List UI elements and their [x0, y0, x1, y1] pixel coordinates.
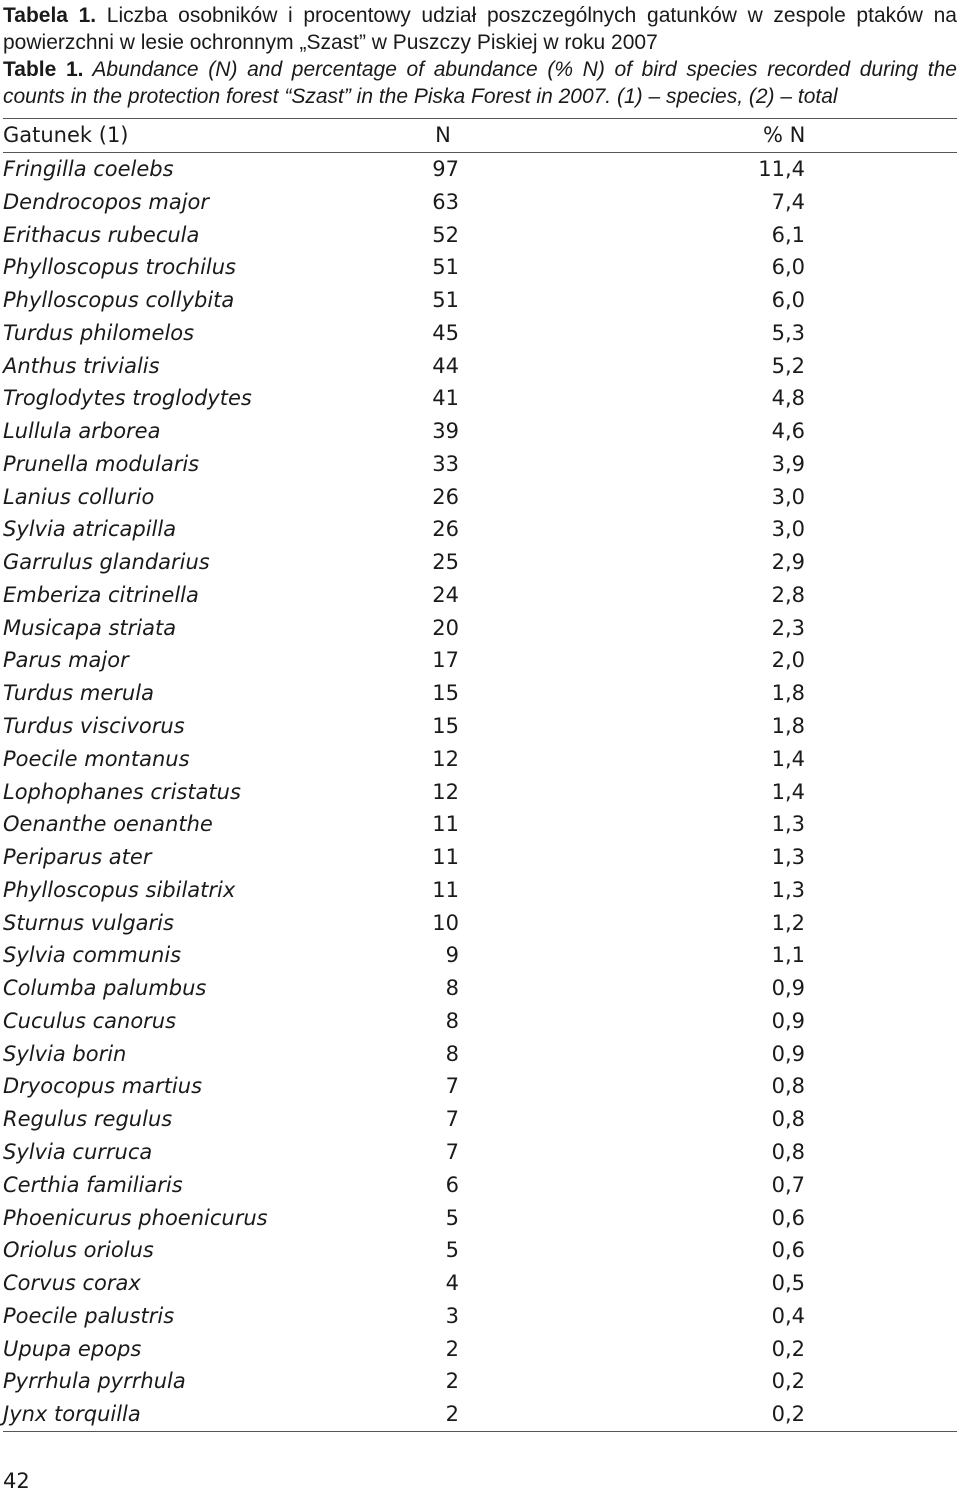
percent-value: 1,3	[771, 877, 805, 902]
species-name: Garrulus glandarius	[3, 550, 210, 575]
percent-value: 6,0	[771, 288, 805, 313]
abundance-value: 2	[445, 1369, 459, 1394]
species-name: Parus major	[3, 648, 129, 673]
abundance-value: 45	[432, 320, 459, 345]
abundance-value: 33	[432, 451, 459, 476]
species-name: Oriolus oriolus	[3, 1238, 154, 1263]
abundance-value: 39	[432, 419, 459, 444]
species-name: Certhia familiaris	[3, 1172, 183, 1197]
species-name: Corvus corax	[3, 1271, 141, 1296]
table-row	[3, 448, 957, 481]
percent-value: 1,3	[771, 845, 805, 870]
species-name: Turdus viscivorus	[3, 714, 185, 739]
table-row	[3, 1103, 957, 1136]
table-row	[3, 743, 957, 776]
abundance-value: 11	[432, 877, 459, 902]
table-row	[3, 1300, 957, 1333]
table-row	[3, 1070, 957, 1103]
species-name: Phylloscopus sibilatrix	[3, 877, 236, 902]
table-row	[3, 1398, 957, 1431]
table-row	[3, 1234, 957, 1267]
table-row	[3, 677, 957, 710]
percent-value: 3,9	[771, 451, 805, 476]
abundance-value: 25	[432, 550, 459, 575]
abundance-value: 2	[445, 1402, 459, 1427]
percent-value: 0,8	[771, 1074, 805, 1099]
percent-value: 5,2	[771, 353, 805, 378]
species-name: Sylvia borin	[3, 1041, 127, 1066]
percent-value: 0,8	[771, 1139, 805, 1164]
species-name: Sylvia communis	[3, 943, 182, 968]
table-row	[3, 907, 957, 940]
abundance-value: 63	[432, 189, 459, 214]
abundance-value: 2	[445, 1336, 459, 1361]
percent-value: 1,3	[771, 812, 805, 837]
percent-value: 1,2	[771, 910, 805, 935]
percent-value: 4,8	[771, 386, 805, 411]
table-row	[3, 1038, 957, 1071]
table-row	[3, 939, 957, 972]
species-name: Sylvia curruca	[3, 1139, 153, 1164]
percent-value: 3,0	[771, 517, 805, 542]
percent-value: 0,6	[771, 1238, 805, 1263]
abundance-value: 8	[445, 1041, 459, 1066]
percent-value: 11,4	[758, 157, 805, 181]
species-name: Phylloscopus collybita	[3, 288, 235, 313]
abundance-value: 52	[432, 222, 459, 247]
table-row	[3, 284, 957, 317]
percent-value: 0,9	[771, 1041, 805, 1066]
abundance-value: 97	[432, 157, 459, 181]
abundance-value: 7	[445, 1074, 459, 1099]
table-row	[3, 153, 957, 186]
table-row	[3, 186, 957, 219]
percent-value: 0,6	[771, 1205, 805, 1230]
species-name: Pyrrhula pyrrhula	[3, 1369, 186, 1394]
abundance-value: 10	[432, 910, 459, 935]
species-name: Cuculus canorus	[3, 1008, 177, 1033]
table-row	[3, 317, 957, 350]
column-header-percent: % N	[763, 123, 806, 147]
abundance-value: 5	[445, 1238, 459, 1263]
abundance-value: 6	[445, 1172, 459, 1197]
abundance-value: 5	[445, 1205, 459, 1230]
percent-value: 6,1	[771, 222, 805, 247]
table-row	[3, 350, 957, 383]
species-name: Troglodytes troglodytes	[3, 386, 252, 411]
species-name: Turdus merula	[3, 681, 154, 706]
abundance-value: 8	[445, 1008, 459, 1033]
percent-value: 0,2	[771, 1369, 805, 1394]
table-row	[3, 219, 957, 252]
table-row	[3, 1365, 957, 1398]
caption-english-text: Abundance (N) and percentage of abundance (% N) of bird species recorded during the counts in the protection forest “Szast” in the Piska Forest in 2007. (1) – species, (2) – total	[3, 58, 957, 108]
table-row	[3, 579, 957, 612]
table-row	[3, 874, 957, 907]
abundance-value: 51	[432, 255, 459, 280]
abundance-value: 17	[432, 648, 459, 673]
percent-value: 2,8	[771, 582, 805, 607]
table-body	[3, 153, 957, 1431]
percent-value: 0,9	[771, 1008, 805, 1033]
species-name: Poecile montanus	[3, 746, 190, 771]
species-name: Oenanthe oenanthe	[3, 812, 213, 837]
abundance-value: 9	[445, 943, 459, 968]
species-name: Emberiza citrinella	[3, 582, 199, 607]
species-name: Phylloscopus trochilus	[3, 255, 236, 280]
species-name: Musicapa striata	[3, 615, 177, 640]
caption-polish-label: Tabela 1.	[3, 4, 97, 27]
table-row	[3, 415, 957, 448]
species-name: Dryocopus martius	[3, 1074, 203, 1099]
table-row	[3, 481, 957, 514]
percent-value: 2,0	[771, 648, 805, 673]
percent-value: 4,6	[771, 419, 805, 444]
abundance-value: 4	[445, 1271, 459, 1296]
abundance-value: 12	[432, 779, 459, 804]
percent-value: 7,4	[771, 189, 805, 214]
caption-polish-text: Liczba osobników i procentowy udział poszczególnych gatunków w zespole ptaków na powierzchni w lesie ochronnym „Szast” w Puszczy Piskiej w roku 2007	[3, 4, 957, 54]
abundance-value: 7	[445, 1139, 459, 1164]
percent-value: 1,8	[771, 714, 805, 739]
abundance-value: 8	[445, 976, 459, 1001]
percent-value: 1,4	[771, 779, 805, 804]
table-row	[3, 382, 957, 415]
abundance-value: 51	[432, 288, 459, 313]
percent-value: 0,5	[771, 1271, 805, 1296]
percent-value: 0,4	[771, 1303, 805, 1328]
percent-value: 0,7	[771, 1172, 805, 1197]
page-number: 42	[3, 1469, 30, 1493]
abundance-value: 44	[432, 353, 459, 378]
percent-value: 0,8	[771, 1107, 805, 1132]
caption-english-label: Table 1.	[3, 58, 84, 81]
abundance-value: 15	[432, 714, 459, 739]
table-row	[3, 1333, 957, 1366]
table-row	[3, 1267, 957, 1300]
species-name: Anthus trivialis	[3, 353, 160, 378]
abundance-value: 41	[432, 386, 459, 411]
species-name: Sylvia atricapilla	[3, 517, 177, 542]
species-name: Upupa epops	[3, 1336, 142, 1361]
abundance-value: 3	[445, 1303, 459, 1328]
caption-english	[3, 56, 957, 110]
species-name: Phoenicurus phoenicurus	[3, 1205, 268, 1230]
species-name: Lullula arborea	[3, 419, 161, 444]
abundance-value: 26	[432, 517, 459, 542]
species-name: Fringilla coelebs	[3, 157, 174, 181]
species-name: Columba palumbus	[3, 976, 207, 1001]
percent-value: 2,3	[771, 615, 805, 640]
percent-value: 2,9	[771, 550, 805, 575]
percent-value: 3,0	[771, 484, 805, 509]
species-name: Dendrocopos major	[3, 189, 210, 214]
species-name: Erithacus rubecula	[3, 222, 200, 247]
table-row	[3, 251, 957, 284]
table-row	[3, 1136, 957, 1169]
table-row	[3, 513, 957, 546]
table-row	[3, 710, 957, 743]
table-caption	[3, 2, 957, 110]
abundance-value: 11	[432, 812, 459, 837]
table-row	[3, 841, 957, 874]
species-name: Prunella modularis	[3, 451, 200, 476]
table-row	[3, 972, 957, 1005]
column-header-species: Gatunek (1)	[3, 123, 129, 147]
table-row	[3, 1202, 957, 1235]
abundance-value: 26	[432, 484, 459, 509]
species-name: Turdus philomelos	[3, 320, 195, 345]
table-row	[3, 546, 957, 579]
table-row	[3, 644, 957, 677]
species-name: Lanius collurio	[3, 484, 155, 509]
caption-polish	[3, 2, 957, 56]
abundance-value: 11	[432, 845, 459, 870]
table-header-row	[3, 119, 957, 153]
table-row	[3, 1169, 957, 1202]
species-table	[3, 118, 957, 1432]
abundance-value: 7	[445, 1107, 459, 1132]
species-name: Regulus regulus	[3, 1107, 173, 1132]
percent-value: 1,8	[771, 681, 805, 706]
species-name: Periparus ater	[3, 845, 152, 870]
percent-value: 1,1	[771, 943, 805, 968]
table-row	[3, 612, 957, 645]
species-name: Sturnus vulgaris	[3, 910, 174, 935]
percent-value: 5,3	[771, 320, 805, 345]
species-name: Poecile palustris	[3, 1303, 175, 1328]
abundance-value: 24	[432, 582, 459, 607]
percent-value: 0,2	[771, 1402, 805, 1427]
species-name: Lophophanes cristatus	[3, 779, 241, 804]
abundance-value: 15	[432, 681, 459, 706]
table-row	[3, 1005, 957, 1038]
percent-value: 6,0	[771, 255, 805, 280]
species-name: Jynx torquilla	[3, 1402, 141, 1427]
column-header-n: N	[435, 123, 451, 147]
table-row	[3, 808, 957, 841]
percent-value: 0,9	[771, 976, 805, 1001]
percent-value: 1,4	[771, 746, 805, 771]
percent-value: 0,2	[771, 1336, 805, 1361]
abundance-value: 20	[432, 615, 459, 640]
table-row	[3, 776, 957, 809]
abundance-value: 12	[432, 746, 459, 771]
